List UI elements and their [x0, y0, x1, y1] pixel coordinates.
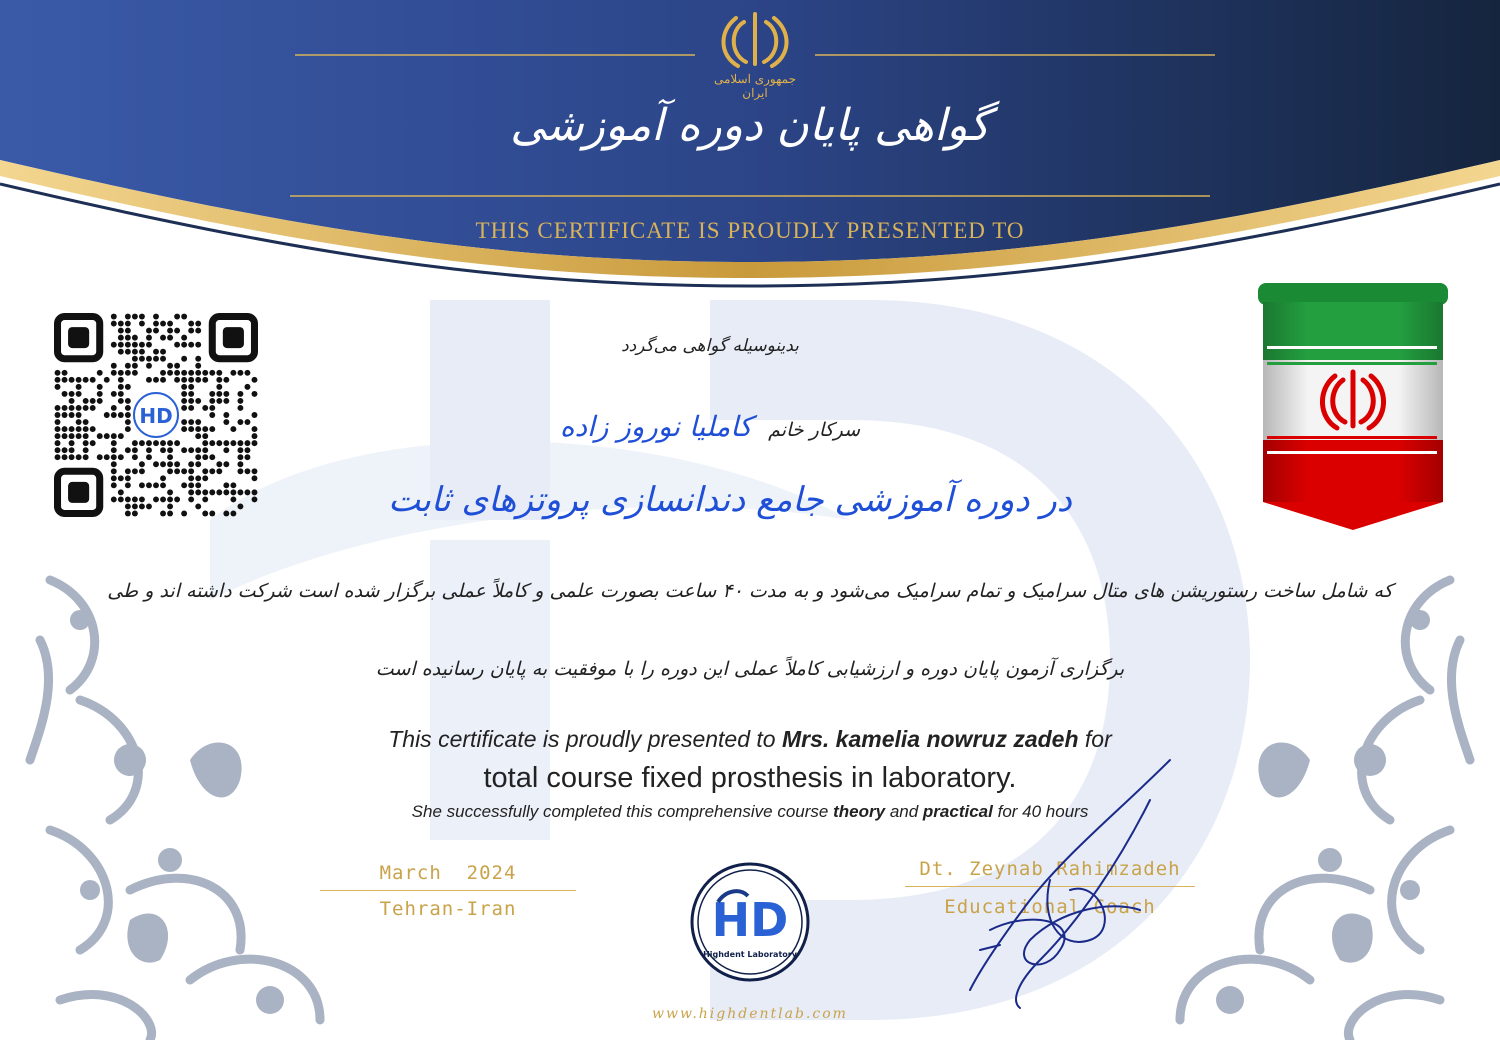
and-label: and: [889, 802, 919, 821]
date-divider: [320, 890, 576, 891]
persian-recipient-name: کاملیا نوروز زاده: [559, 410, 753, 443]
english-course-title: total course fixed prosthesis in laboratory.: [483, 762, 1017, 794]
completed-prefix: She successfully completed this comprehensive course: [411, 802, 829, 821]
persian-recipient-line: [480, 410, 940, 443]
coach-name: Dt. Zeynab Rahimzadeh: [919, 858, 1181, 880]
left-ornament: [20, 560, 420, 1040]
qr-code[interactable]: [54, 313, 258, 517]
theory-label: theory: [833, 802, 886, 821]
persian-description-line-2: برگزاری آزمون پایان دوره و ارزشیابی کاملاً عملی این دوره را با موفقیت به پایان رسانیده است: [375, 658, 1125, 680]
signature: [950, 750, 1210, 1010]
english-recipient-name: Mrs. kamelia nowruz zadeh: [781, 726, 1079, 752]
presented-prefix: This certificate is proudly presented to: [388, 726, 776, 752]
iran-emblem: [700, 8, 810, 98]
practical-label: practical: [922, 802, 993, 821]
logo-mark: HD: [711, 893, 789, 947]
website-link[interactable]: www.highdentlab.com: [652, 1006, 848, 1022]
iran-emblem-icon: [700, 8, 810, 72]
persian-title: گواهی پایان دوره آموزشی: [510, 100, 990, 151]
coach-title: Educational Coach: [944, 896, 1156, 918]
issue-place: Tehran-Iran: [379, 898, 517, 920]
presented-line: THIS CERTIFICATE IS PROUDLY PRESENTED TO: [475, 218, 1025, 243]
issue-date: March 2024: [379, 862, 517, 884]
svg-text:HD: HD: [139, 404, 173, 428]
presented-suffix: for: [1084, 726, 1112, 752]
logo-caption: Highdent Laboratory: [703, 950, 797, 959]
persian-description-line-1: که شامل ساخت رستوریشن های متال سرامیک و تمام سرامیک می‌شود و به مدت ۴۰ ساعت بصورت علمی و کاملاً عملی برگزار شده است شرکت داشته اند و طی: [107, 580, 1393, 602]
emblem-caption: جمهوری اسلامی ایران: [713, 72, 797, 100]
persian-salutation: سرکار خانم: [768, 419, 861, 441]
highdent-logo: [688, 860, 812, 984]
persian-course-title: در دوره آموزشی جامع دندانسازی پروتزهای ثابت: [388, 480, 1072, 520]
persian-certify-line: بدینوسیله گواهی می‌گردد: [621, 336, 799, 356]
english-presented-line: [250, 726, 1250, 753]
iran-flag: [1255, 280, 1455, 530]
completed-suffix: for 40 hours: [997, 802, 1089, 821]
